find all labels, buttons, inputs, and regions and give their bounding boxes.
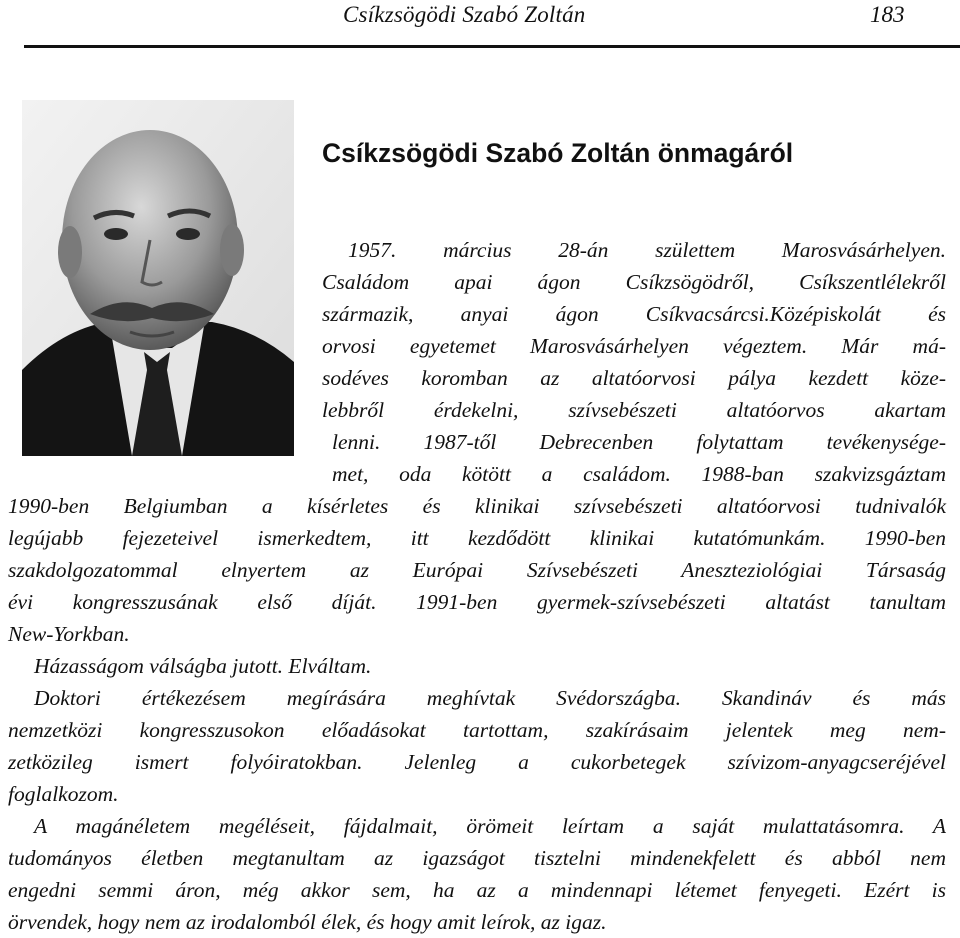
paragraph-line: New-Yorkban. xyxy=(8,622,130,646)
running-title: Csíkzsögödi Szabó Zoltán xyxy=(343,2,586,27)
paragraph-line: 1957. március 28-án születtem Marosvásárhelyen. xyxy=(348,238,946,262)
paragraph-line: foglalkozom. xyxy=(8,782,119,806)
author-portrait-photo xyxy=(22,100,294,456)
paragraph-line: Doktori értékezésem megírására meghívtak Svédországba. Skandináv és más xyxy=(34,686,946,710)
intro-paragraph xyxy=(322,234,946,490)
paragraph-line: orvosi egyetemet Marosvásárhelyen végeztem. Már má- xyxy=(322,334,946,358)
paragraph-line: szakdolgozatommal elnyertem az Európai Szívsebészeti Aneszteziológiai Társaság xyxy=(8,558,946,582)
paragraph-line: 1990-ben Belgiumban a kísérletes és klinikai szívsebészeti altatóorvosi tudnivalók xyxy=(8,494,946,518)
header-rule xyxy=(24,45,960,48)
paragraph-line: tudományos életben megtanultam az igazságot tisztelni mindenekfelett és abból nem xyxy=(8,846,946,870)
marriage-paragraph xyxy=(8,650,946,682)
page-number: 183 xyxy=(870,2,905,27)
paragraph-line: évi kongresszusának első díját. 1991-ben gyermek-szívsebészeti altatást tanultam xyxy=(8,590,946,614)
paragraph-line: legújabb fejezeteivel ismerkedtem, itt kezdődött klinikai kutatómunkám. 1990-ben xyxy=(8,526,946,550)
doctoral-paragraph xyxy=(8,682,946,810)
paragraph-line: nemzetközi kongresszusokon előadásokat tartottam, szakírásaim jelentek meg nem- xyxy=(8,718,946,742)
article-title: Csíkzsögödi Szabó Zoltán önmagáról xyxy=(322,138,794,168)
paragraph-line: Házasságom válságba jutott. Elváltam. xyxy=(34,654,372,678)
paragraph-line: örvendek, hogy nem az irodalomból élek, és hogy amit leírok, az igaz. xyxy=(8,910,607,934)
paragraph-line: zetközileg ismert folyóiratokban. Jelenleg a cukorbetegek szívizom-anyagcseréjével xyxy=(8,750,946,774)
belgium-paragraph xyxy=(8,490,946,650)
paragraph-line: lenni. 1987-től Debrecenben folytattam tevékenysége- xyxy=(332,430,946,454)
paragraph-line: Családom apai ágon Csíkzsögödről, Csíkszentlélekről xyxy=(322,270,946,294)
paragraph-line: sodéves koromban az altatóorvosi pálya kezdett köze- xyxy=(322,366,946,390)
closing-paragraph xyxy=(8,810,946,938)
paragraph-line: engedni semmi áron, még akkor sem, ha az a mindennapi létemet fenyegeti. Ezért is xyxy=(8,878,946,902)
paragraph-line: met, oda kötött a családom. 1988-ban szakvizsgáztam xyxy=(332,462,946,486)
paragraph-line: származik, anyai ágon Csíkvacsárcsi.Középiskolát és xyxy=(322,302,946,326)
paragraph-line: A magánéletem megéléseit, fájdalmait, örömeit leírtam a saját mulattatásomra. A xyxy=(34,814,946,838)
page-header xyxy=(0,0,960,50)
paragraph-line: lebbről érdekelni, szívsebészeti altatóorvos akartam xyxy=(322,398,946,422)
